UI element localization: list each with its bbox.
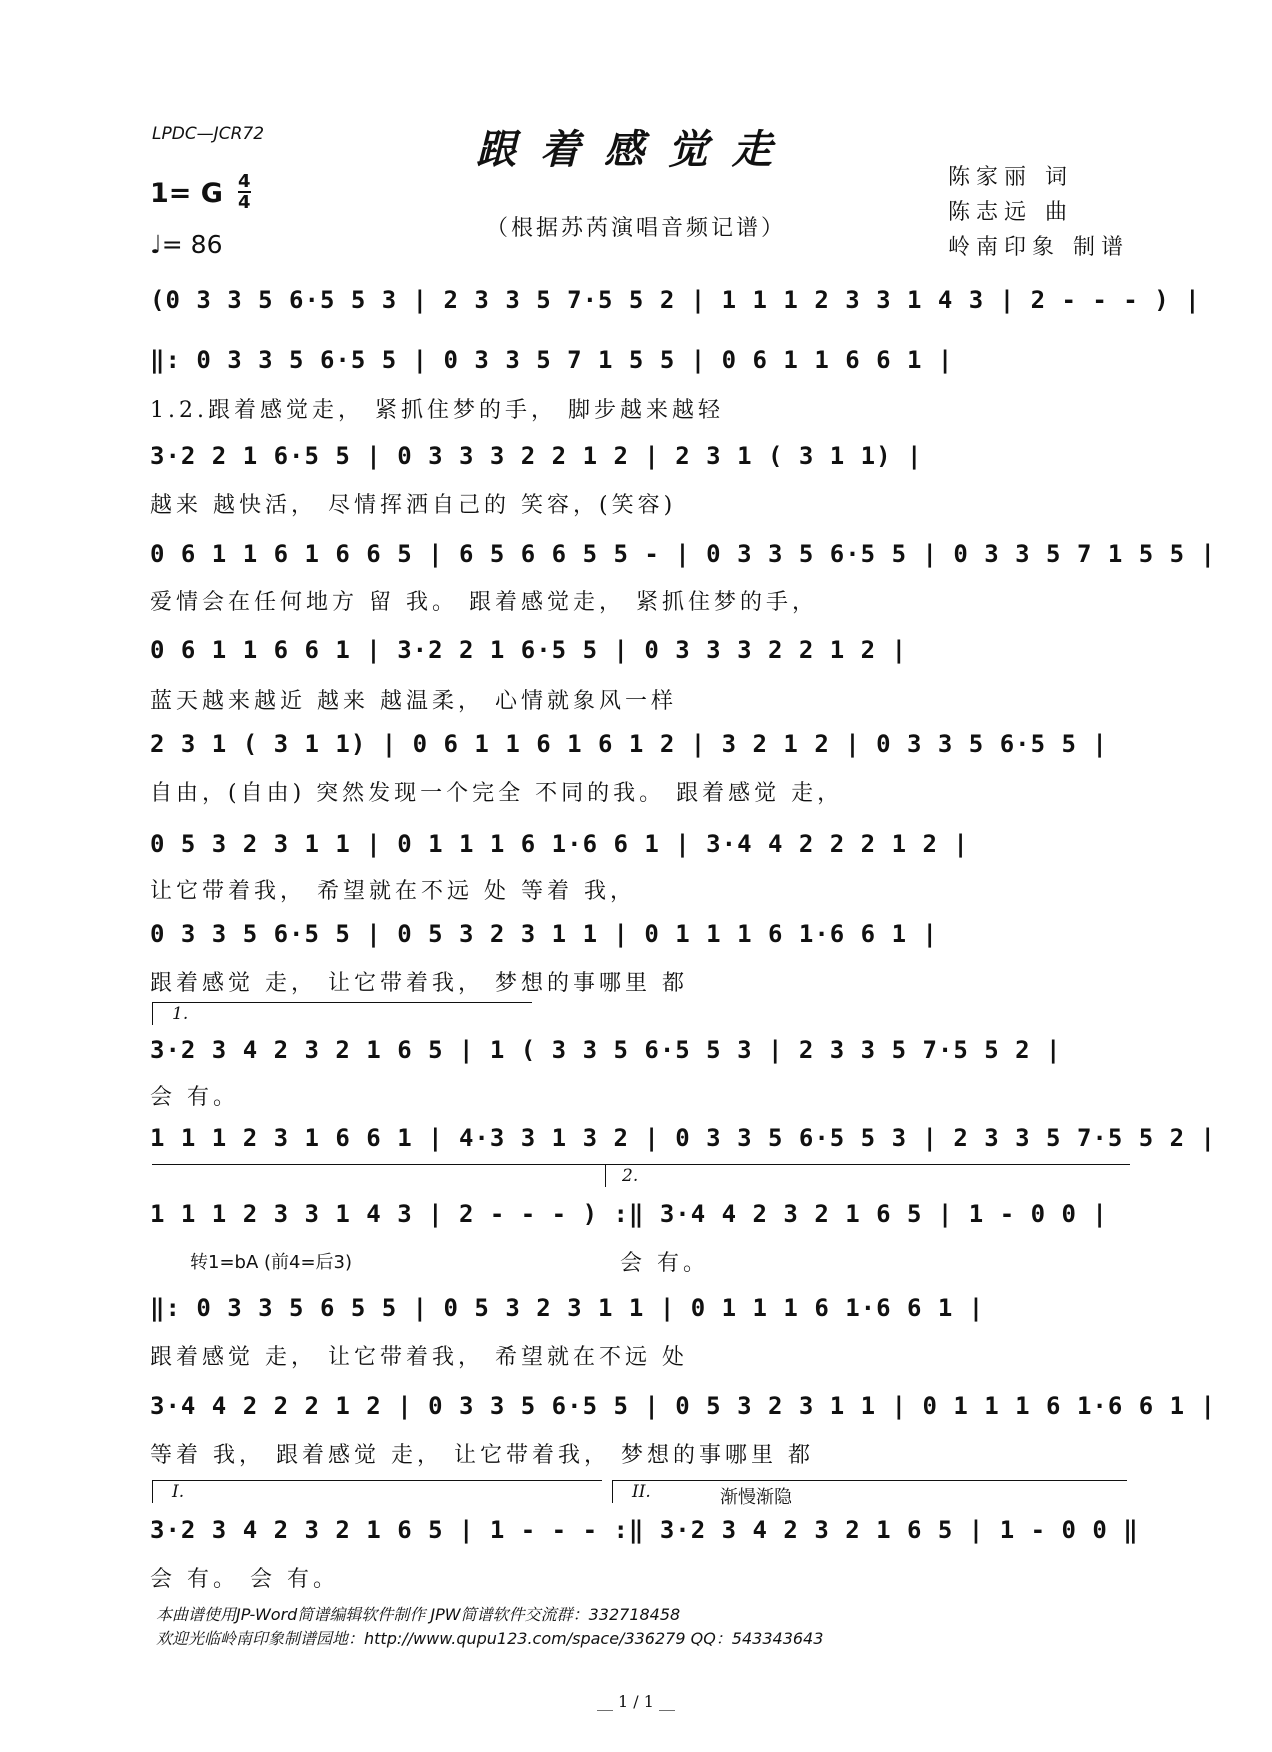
notation-row: 3·2 3 4 2 3 2 1 6 5 | 1 - - - :‖ 3·2 3 4 2 3 2 1 6 5 | 1 - 0 0 ‖ — [150, 1516, 1139, 1544]
page-number: __ 1 / 1 __ — [596, 1692, 676, 1711]
composer-credit: 陈志远 曲 — [948, 200, 1073, 225]
final-first-ending-bracket — [152, 1480, 602, 1481]
credits-block — [948, 160, 1129, 265]
notation-row: 3·4 4 2 2 2 1 2 | 0 3 3 5 6·5 5 | 0 5 3 2 3 1 1 | 0 1 1 1 6 1·6 6 1 | — [150, 1392, 1216, 1420]
song-subtitle: （根据苏芮演唱音频记谱） — [485, 216, 786, 241]
lyricist-credit: 陈家丽 词 — [948, 165, 1073, 190]
notation-row: 3·2 2 1 6·5 5 | 0 3 3 3 2 2 1 2 | 2 3 1 ( 3 1 1) | — [150, 442, 923, 470]
modulation-note: 转1=bA (前4=后3) — [190, 1252, 353, 1273]
tempo-marking: ♩= 86 — [150, 230, 223, 259]
lyrics-line: 会 有。 — [620, 1251, 709, 1276]
footer-website-note: 欢迎光临岭南印象制谱园地：http://www.qupu123.com/space/336279 QQ：543343643 — [156, 1629, 824, 1648]
lyrics-line: 1.2.跟着感觉走， 紧抓住梦的手， 脚步越来越轻 — [150, 398, 724, 423]
lyrics-line: 等着 我， 跟着感觉 走， 让它带着我， 梦想的事哪里 都 — [150, 1443, 814, 1468]
notation-row: 3·2 3 4 2 3 2 1 6 5 | 1 ( 3 3 5 6·5 5 3 | 2 3 3 5 7·5 5 2 | — [150, 1036, 1062, 1064]
lyrics-line: 会 有。 — [150, 1085, 239, 1110]
notation-row: 1 1 1 2 3 1 6 6 1 | 4·3 3 1 3 2 | 0 3 3 5 6·5 5 3 | 2 3 3 5 7·5 5 2 | — [150, 1124, 1216, 1152]
lyrics-line: 跟着感觉 走， 让它带着我， 梦想的事哪里 都 — [150, 971, 688, 996]
notation-row: 1 1 1 2 3 3 1 4 3 | 2 - - - ) :‖ 3·4 4 2 3 2 1 6 5 | 1 - 0 0 | — [150, 1200, 1108, 1228]
notation-row: ‖: 0 3 3 5 6·5 5 | 0 3 3 5 7 1 5 5 | 0 6 1 1 6 6 1 | — [150, 346, 954, 374]
notation-row: 0 6 1 1 6 6 1 | 3·2 2 1 6·5 5 | 0 3 3 3 2 2 1 2 | — [150, 636, 908, 664]
time-signature-top: 4 — [238, 171, 251, 192]
lyrics-line: 跟着感觉 走， 让它带着我， 希望就在不远 处 — [150, 1345, 688, 1370]
time-signature — [238, 173, 251, 212]
time-signature-bottom: 4 — [238, 192, 251, 213]
lyrics-line: 让它带着我， 希望就在不远 处 等着 我， — [150, 879, 636, 904]
first-ending-label: 1. — [172, 1004, 189, 1024]
score-code: LPDC—JCR72 — [152, 124, 265, 144]
lyrics-line: 蓝天越来越近 越来 越温柔， 心情就象风一样 — [150, 689, 677, 714]
lyrics-line: 自由，(自由) 突然发现一个完全 不同的我。 跟着感觉 走， — [150, 781, 844, 806]
key-signature: 1= G — [150, 178, 223, 209]
second-ending-bracket — [605, 1164, 1128, 1165]
lyrics-line: 越来 越快活， 尽情挥洒自己的 笑容，(笑容) — [150, 493, 677, 518]
song-title: 跟着感觉走 — [476, 126, 796, 173]
notation-row: 0 6 1 1 6 1 6 6 5 | 6 5 6 6 5 5 - | 0 3 3 5 6·5 5 | 0 3 3 5 7 1 5 5 | — [150, 540, 1216, 568]
final-first-ending-label: I. — [172, 1482, 185, 1502]
arranger-credit: 岭南印象 制谱 — [948, 235, 1129, 260]
second-ending-label: 2. — [622, 1166, 639, 1186]
footer-software-note: 本曲谱使用JP-Word简谱编辑软件制作 JPW简谱软件交流群：332718458 — [156, 1605, 681, 1624]
notation-row: 0 3 3 5 6·5 5 | 0 5 3 2 3 1 1 | 0 1 1 1 6 1·6 6 1 | — [150, 920, 938, 948]
final-second-ending-bracket — [612, 1480, 1127, 1481]
notation-row: 2 3 1 ( 3 1 1) | 0 6 1 1 6 1 6 1 2 | 3 2 1 2 | 0 3 3 5 6·5 5 | — [150, 730, 1108, 758]
notation-row: 0 5 3 2 3 1 1 | 0 1 1 1 6 1·6 6 1 | 3·4 4 2 2 2 1 2 | — [150, 830, 969, 858]
notation-row: ‖: 0 3 3 5 6 5 5 | 0 5 3 2 3 1 1 | 0 1 1 1 6 1·6 6 1 | — [150, 1294, 985, 1322]
lyrics-line: 爱情会在任何地方 留 我。 跟着感觉走， 紧抓住梦的手， — [150, 590, 818, 615]
dynamics-marking: 渐慢渐隐 — [720, 1487, 792, 1508]
first-ending-bracket — [152, 1002, 532, 1003]
notation-row: (0 3 3 5 6·5 5 3 | 2 3 3 5 7·5 5 2 | 1 1 1 2 3 3 1 4 3 | 2 - - - ) | — [150, 286, 1201, 314]
final-second-ending-label: II. — [632, 1482, 651, 1502]
lyrics-line: 会 有。 会 有。 — [150, 1567, 339, 1592]
